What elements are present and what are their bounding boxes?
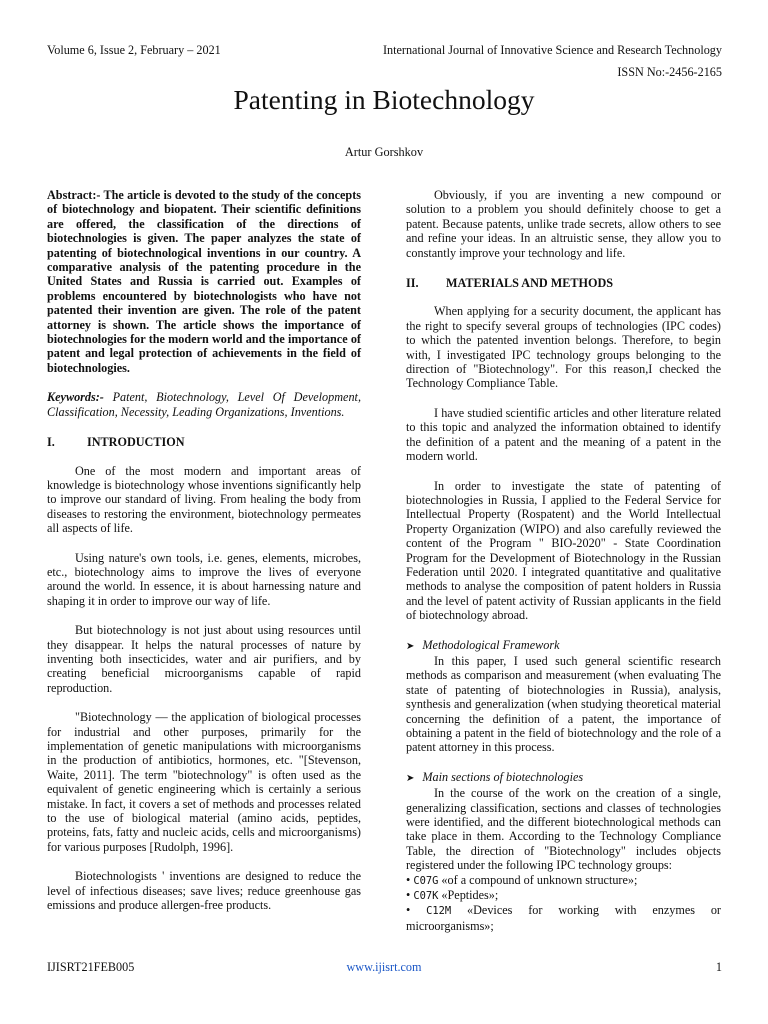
intro-paragraph: "Biotechnology — the application of biological processes for industrial and other purposes, primarily for the implementation of genetic manipulations with microorganisms in the production of antibiotics, hormones, etc. "[Stevenson, Waite, 2011]. The term "biotechnology" is often used as the equivalent of genetic engineering which is certainly a serious mistake. In fact, it covers a set of methods and processes related to the use of biological material (amino acids, peptides, proteins, fats, fatty and nucleic acids, cells and microorganisms) for various purposes [Rudolph, 1996].	[47, 710, 361, 854]
section-number: II.	[406, 276, 419, 291]
subheading-text: Main sections of biotechnologies	[422, 769, 584, 784]
ipc-code: C12M	[426, 905, 452, 918]
journal-volume: Volume 6, Issue 2, February – 2021	[47, 43, 221, 57]
ipc-description: «of a compound of unknown structure»;	[438, 872, 638, 887]
abstract: Abstract:- The article is devoted to the study of the concepts of biotechnology and biopatent. Their scientific definitions are offered, the classification of the directions of biotechnologies is given. The paper analyzes the state of patenting of biotechnological inventions in our country. A comparative analysis of the patenting procedure in the United States and Russia is carried out. Examples of problems encountered by biotechnologists who have not patented their invention are given. The role of the patent attorney is shown. The article shows the importance of biotechnologies for the modern world and the importance of patent and legal protection of achievements in the field of biotechnologies.	[47, 188, 361, 375]
ipc-description: «Devices for working with enzymes or microorganisms»;	[406, 903, 721, 933]
section-heading-introduction	[47, 435, 361, 449]
section-title: INTRODUCTION	[87, 435, 185, 450]
footer-page-number: 1	[715, 960, 722, 974]
subheading-main-sections	[406, 770, 721, 786]
ipc-list-item	[406, 888, 721, 903]
keywords	[47, 390, 361, 419]
methodological-paragraph: In this paper, I used such general scientific research methods as comparison and measurement (when evaluating The state of patenting of biotechnologies in Russia), analysis, synthesis and generalization (when studying theoretical material concerning the definition of a patent, the importance of obtaining a patent in the field of biotechnology and the role of a patent attorney in this process.	[406, 653, 721, 755]
journal-issn: ISSN No:-2456-2165	[617, 65, 722, 79]
paper-author: Artur Gorshkov	[344, 145, 424, 159]
right-column	[406, 188, 721, 933]
intro-paragraph: But biotechnology is not just about using resources until they disappear. It helps the natural processes of nature by inventing both insecticides, water and air purifiers, and by creating beneficial microorganisms capable of rapid reproduction.	[47, 623, 361, 695]
subheading-text: Methodological Framework	[422, 637, 560, 652]
paper-title: Patenting in Biotechnology	[233, 84, 535, 115]
ipc-code: C07G	[413, 874, 439, 887]
right-intro-paragraph: Obviously, if you are inventing a new compound or solution to a problem you should definitely choose to get a patent. Because patents, unlike trade secrets, allow others to see and refine your ideas. In an altruistic sense, they allow you to constantly improve your technology and life.	[406, 188, 721, 260]
footer-website-link[interactable]: www.ijisrt.com	[346, 960, 422, 974]
intro-paragraph: Using nature's own tools, i.e. genes, elements, microbes, etc., biotechnology aims to improve the lives of everyone around the world. In essence, it is about harnessing nature and shaping it in order to improve our way of life.	[47, 550, 361, 608]
methods-paragraph: In order to investigate the state of patenting of biotechnologies in Russia, I applied to the Federal Service for Intellectual Property (Rospatent) and the World Intellectual Property Organization (WIPO) and also carefully reviewed the content of the Program " BIO-2020" - State Coordination Program for the Development of Biotechnology in the Russian Federation until 2020. I integrated quantitative and qualitative methods to analyse the composition of patent holders in Russia and the level of patent activity of Russian applicants in the field of biotechnology abroad.	[406, 478, 721, 623]
footer-paper-id: IJISRT21FEB005	[47, 960, 135, 974]
ipc-description: «Peptides»;	[438, 888, 499, 903]
list-bullet: •	[406, 872, 414, 887]
left-column	[47, 188, 361, 912]
arrow-bullet-icon: ➤	[406, 640, 415, 652]
keywords-label: Keywords:-	[47, 390, 104, 405]
section-number: I.	[47, 435, 55, 450]
ipc-list-item	[406, 903, 721, 933]
list-bullet: •	[406, 903, 427, 918]
journal-name: International Journal of Innovative Science and Research Technology	[382, 43, 722, 57]
list-bullet: •	[406, 888, 414, 903]
methods-paragraph: I have studied scientific articles and other literature related to this topic and analyzed the information obtained to identify the definition of a patent and the meaning of a patent in the modern world.	[406, 405, 721, 464]
ipc-code: C07K	[413, 890, 439, 903]
main-sections-paragraph: In the course of the work on the creation of a single, generalizing classification, sections and classes of technologies were identified, and the different biotechnological methods can take place in them. According to the Technology Compliance Table, the direction of "Biotechnology" includes objects registered under the following IPC technology groups:	[406, 786, 721, 873]
section-heading-materials-methods	[406, 276, 721, 290]
arrow-bullet-icon: ➤	[406, 772, 415, 784]
intro-paragraph: Biotechnologists ' inventions are designed to reduce the level of infectious diseases; save lives; reduce greenhouse gas emissions and produce allergen-free products.	[47, 869, 361, 913]
keywords-text: Patent, Biotechnology, Level Of Development, Classification, Necessity, Leading Organizations, Inventions.	[47, 390, 361, 419]
subheading-methodological-framework	[406, 638, 721, 654]
intro-paragraph: One of the most modern and important areas of knowledge is biotechnology whose inventions significantly help to improve our standard of living. From healing the body from diseases to restoring the environment, biotechnology permeates all aspects of life.	[47, 463, 361, 536]
ipc-list-item	[406, 873, 721, 888]
methods-paragraph: When applying for a security document, the applicant has the right to specify several groups of technologies (IPC codes) to which the patented invention belongs. Therefore, to begin with, I investigated IPC technology groups belonging to the direction of "Biotechnology". For this reason,I checked the Technology Compliance Table.	[406, 304, 721, 391]
section-title: MATERIALS AND METHODS	[446, 276, 614, 291]
